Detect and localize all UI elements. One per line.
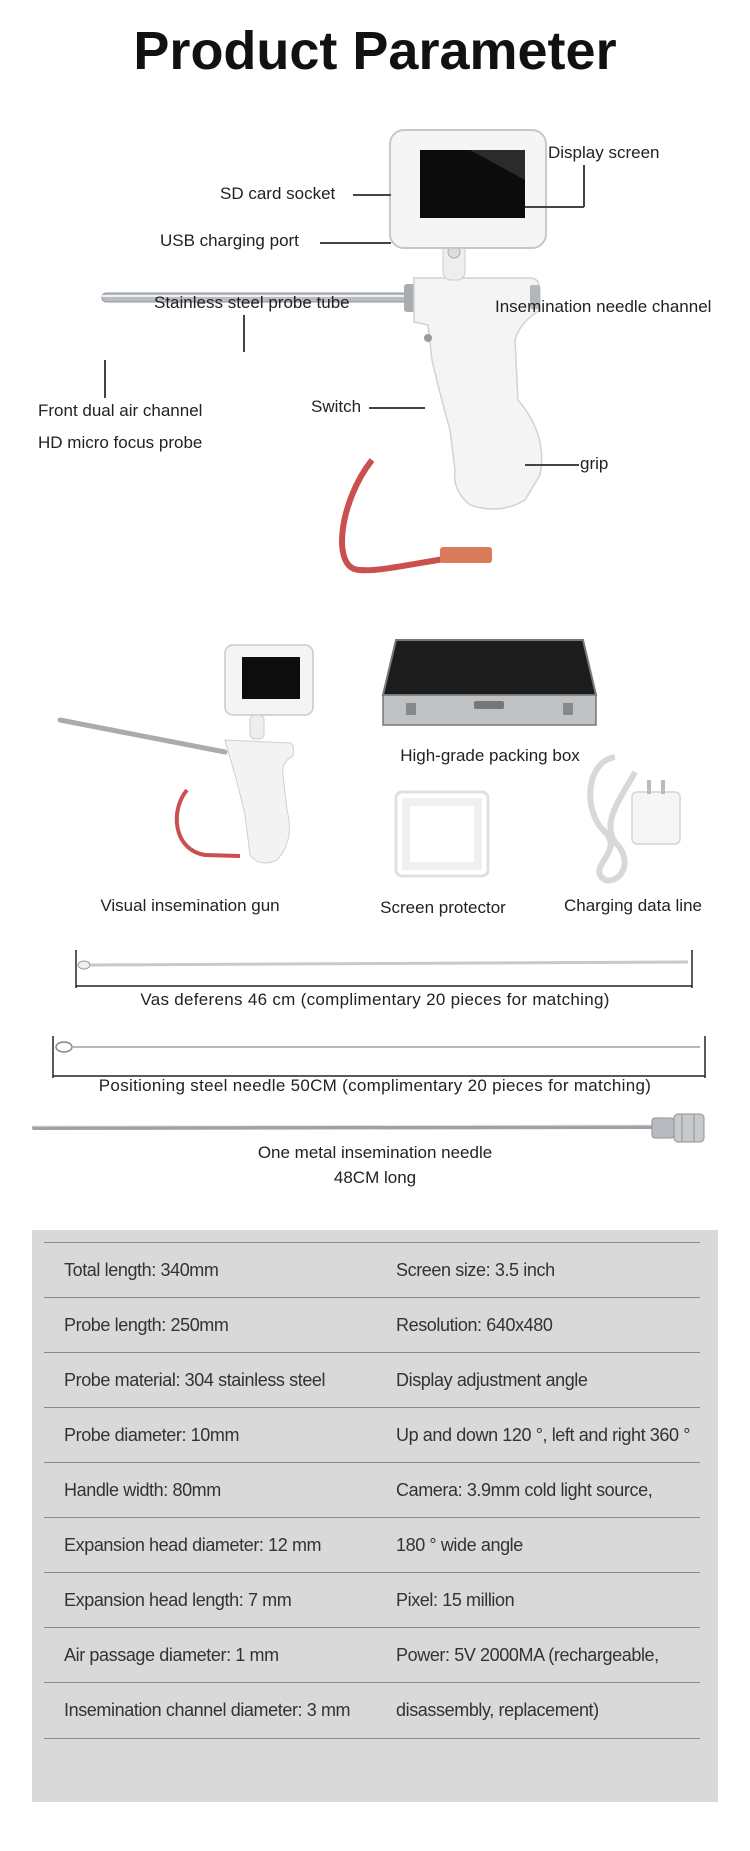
- caption-positioning-needle: Positioning steel needle 50CM (complimentary 20 pieces for matching): [98, 1076, 652, 1095]
- table-row: [44, 1242, 700, 1298]
- leader-display-screen: [583, 165, 585, 207]
- spec-left: Probe material: 304 stainless steel: [64, 1370, 326, 1390]
- spec-left: Air passage diameter: 1 mm: [64, 1645, 279, 1665]
- caption-metal-needle-1: One metal insemination needle: [257, 1143, 493, 1162]
- packing-box-icon: [378, 635, 598, 735]
- spec-right: Pixel: 15 million: [396, 1590, 515, 1610]
- caption-box: High-grade packing box: [400, 746, 580, 765]
- spec-left: Expansion head length: 7 mm: [64, 1590, 292, 1610]
- spec-left: Total length: 340mm: [64, 1260, 219, 1280]
- positioning-needle-illustration: [50, 1036, 710, 1080]
- device-illustration: [0, 100, 750, 580]
- switch-button: [424, 334, 432, 342]
- spec-right: Screen size: 3.5 inch: [396, 1260, 555, 1280]
- spec-right: Display adjustment angle: [396, 1370, 588, 1390]
- label-probe-tube: Stainless steel probe tube: [154, 293, 350, 312]
- spec-right: Up and down 120 °, left and right 360 °: [396, 1425, 691, 1445]
- leader-front: [104, 360, 106, 398]
- table-row: [44, 1407, 700, 1463]
- spec-left: Handle width: 80mm: [64, 1480, 221, 1500]
- caption-vas-deferens: Vas deferens 46 cm (complimentary 20 pieces for matching): [140, 990, 610, 1009]
- spec-right: 180 ° wide angle: [396, 1535, 523, 1555]
- screen-protector-icon: [392, 788, 492, 880]
- page-title: Product Parameter: [133, 21, 617, 81]
- caption-gun: Visual insemination gun: [100, 896, 280, 915]
- spec-left: Probe diameter: 10mm: [64, 1425, 240, 1445]
- table-row: [44, 1682, 700, 1739]
- label-sd-card-socket: SD card socket: [220, 184, 336, 203]
- caption-metal-needle-2: 48CM long: [333, 1168, 417, 1187]
- label-grip: grip: [580, 454, 609, 473]
- caption-charger: Charging data line: [564, 896, 702, 915]
- spec-left: Insemination channel diameter: 3 mm: [64, 1700, 351, 1720]
- table-row: [44, 1352, 700, 1408]
- spec-right: Camera: 3.9mm cold light source,: [396, 1480, 653, 1500]
- leader-switch: [369, 407, 425, 409]
- spec-table: [32, 1230, 718, 1802]
- spec-left: Expansion head diameter: 12 mm: [64, 1535, 322, 1555]
- label-switch: Switch: [311, 397, 362, 416]
- table-row: [44, 1462, 700, 1518]
- table-row: [44, 1572, 700, 1628]
- gun-thumbnail: [55, 640, 315, 880]
- metal-needle-illustration: [32, 1112, 722, 1144]
- label-front-air-channel: Front dual air channel: [38, 401, 203, 420]
- strap-tag: [440, 547, 492, 563]
- label-hd-probe: HD micro focus probe: [38, 433, 203, 452]
- spec-right: Power: 5V 2000MA (rechargeable,: [396, 1645, 659, 1665]
- charger-icon: [575, 752, 695, 887]
- vas-deferens-illustration: [70, 950, 700, 992]
- spec-right: disassembly, replacement): [396, 1700, 599, 1720]
- leader-sd-card: [353, 194, 391, 196]
- leader-grip: [525, 464, 579, 466]
- table-row: [44, 1297, 700, 1353]
- leader-usb: [320, 242, 391, 244]
- spec-left: Probe length: 250mm: [64, 1315, 229, 1335]
- label-usb-charging-port: USB charging port: [160, 231, 299, 250]
- table-row: [44, 1517, 700, 1573]
- label-display-screen: Display screen: [548, 143, 660, 162]
- spec-right: Resolution: 640x480: [396, 1315, 553, 1335]
- table-row: [44, 1627, 700, 1683]
- label-needle-channel: Insemination needle channel: [495, 297, 712, 316]
- caption-protector: Screen protector: [380, 898, 506, 917]
- leader-probe-tube: [243, 315, 245, 352]
